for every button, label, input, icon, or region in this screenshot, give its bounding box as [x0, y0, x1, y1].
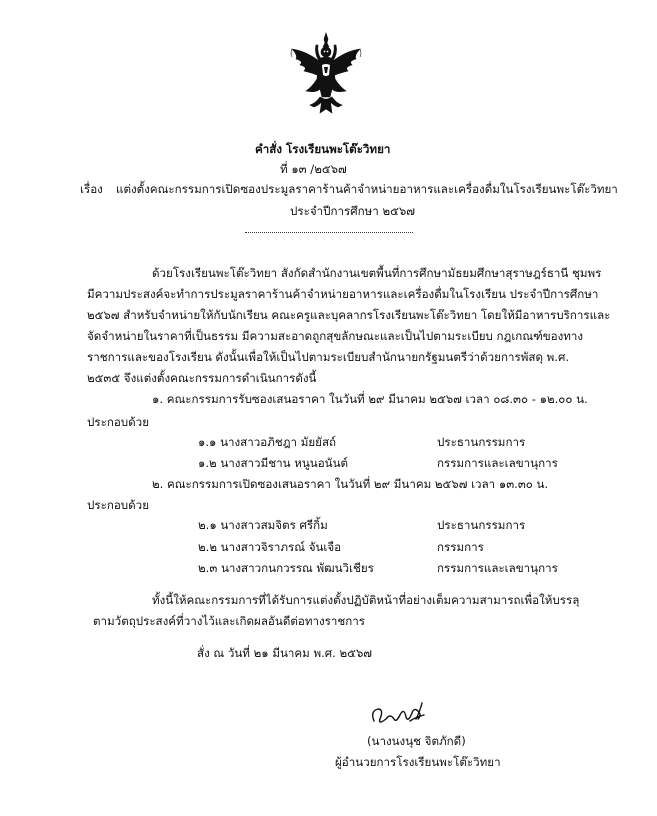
order-number: ที่ ๑๓ /๒๕๖๗ [280, 162, 347, 176]
member-name: ๒.๓ นางสาวกนกวรรณ พัฒนวิเชียร [198, 561, 374, 575]
signatory-position: ผู้อำนวยการโรงเรียนพะโต๊ะวิทยา [335, 755, 501, 769]
subject-label: เรื่อง [80, 182, 103, 196]
member-name: ๑.๒ นางสาวมีชาน หนูนอนันต์ [198, 456, 349, 470]
member-name: ๑.๑ นางสาวอภิชฎา มัยยัสถ์ [198, 435, 337, 449]
intro-line-6: ๒๕๓๕ จึงแต่งตั้งคณะกรรมการดำเนินการดังนี้ [87, 371, 317, 385]
intro-line-1: ด้วยโรงเรียนพะโต๊ะวิทยา สังกัดสำนักงานเขตพื้นที่การศึกษามัธยมศึกษาสุราษฎร์ธานี ชุมพร [152, 266, 602, 280]
garuda-emblem-icon [286, 31, 366, 117]
member-role: กรรมการและเลขานุการ [437, 456, 558, 470]
committee-1-heading: ๑. คณะกรรมการรับซองเสนอราคา ในวันที่ ๒๙ มีนาคม ๒๕๖๗ เวลา ๐๘.๓๐ - ๑๒.๐๐ น. [152, 392, 588, 406]
member-role: ประธานกรรมการ [437, 435, 526, 449]
member-name: ๒.๒ นางสาวจิราภรณ์ จันเจือ [198, 540, 342, 554]
member-role: กรรมการและเลขานุการ [437, 561, 558, 575]
intro-line-3: ๒๕๖๗ สำหรับจำหน่ายให้กับนักเรียน คณะครูและบุคลากรโรงเรียนพะโต๊ะวิทยา โดยให้มีอาหารบริการและ [87, 308, 611, 322]
order-date: สั่ง ณ วันที่ ๒๑ มีนาคม พ.ศ. ๒๕๖๗ [197, 646, 373, 660]
closing-line-1: ทั้งนี้ให้คณะกรรมการที่ได้รับการแต่งตั้งปฏิบัติหน้าที่อย่างเต็มความสามารถเพื่อให้บรรลุ [152, 593, 580, 607]
committee-2-heading: ๒. คณะกรรมการเปิดซองเสนอราคา ในวันที่ ๒๙ มีนาคม ๒๕๖๗ เวลา ๑๓.๓๐ น. [152, 477, 549, 491]
composed-of-1: ประกอบด้วย [87, 415, 149, 429]
page-title: คำสั่ง โรงเรียนพะโต๊ะวิทยา [255, 142, 391, 156]
subject-line-2: ประจำปีการศึกษา ๒๕๖๗ [290, 204, 415, 218]
intro-line-4: จัดจำหน่ายในราคาที่เป็นธรรม มีความสะอาดถูกสุขลักษณะและเป็นไปตามระเบียบ กฎเกณฑ์ของทาง [87, 329, 584, 343]
signatory-name: (นางนงนุช จิตภักดี) [367, 734, 466, 748]
handwritten-signature [366, 697, 436, 729]
composed-of-2: ประกอบด้วย [87, 498, 149, 512]
intro-line-2: มีความประสงค์จะทำการประมูลราคาร้านค้าจำหน่ายอาหารและเครื่องดื่มในโรงเรียน ประจำปีการศึกษา [87, 287, 599, 301]
subject-line-1: แต่งตั้งคณะกรรมการเปิดซองประมูลราคาร้านค้าจำหน่ายอาหารและเครื่องดื่มในโรงเรียนพะโต๊ะวิทยา [116, 182, 618, 196]
member-name: ๒.๑ นางสาวสมจิตร ศรีกิ้ม [198, 518, 328, 532]
member-role: ประธานกรรมการ [437, 518, 526, 532]
closing-line-2: ตามวัตถุประสงค์ที่วางไว้และเกิดผลอันดีต่อทางราชการ [93, 614, 366, 628]
member-role: กรรมการ [437, 540, 484, 554]
intro-line-5: ราชการและของโรงเรียน ดังนั้นเพื่อให้เป็นไปตามระเบียบสำนักนายกรัฐมนตรีว่าด้วยการพัสดุ พ.ศ. [87, 350, 570, 364]
header-divider [245, 232, 413, 233]
